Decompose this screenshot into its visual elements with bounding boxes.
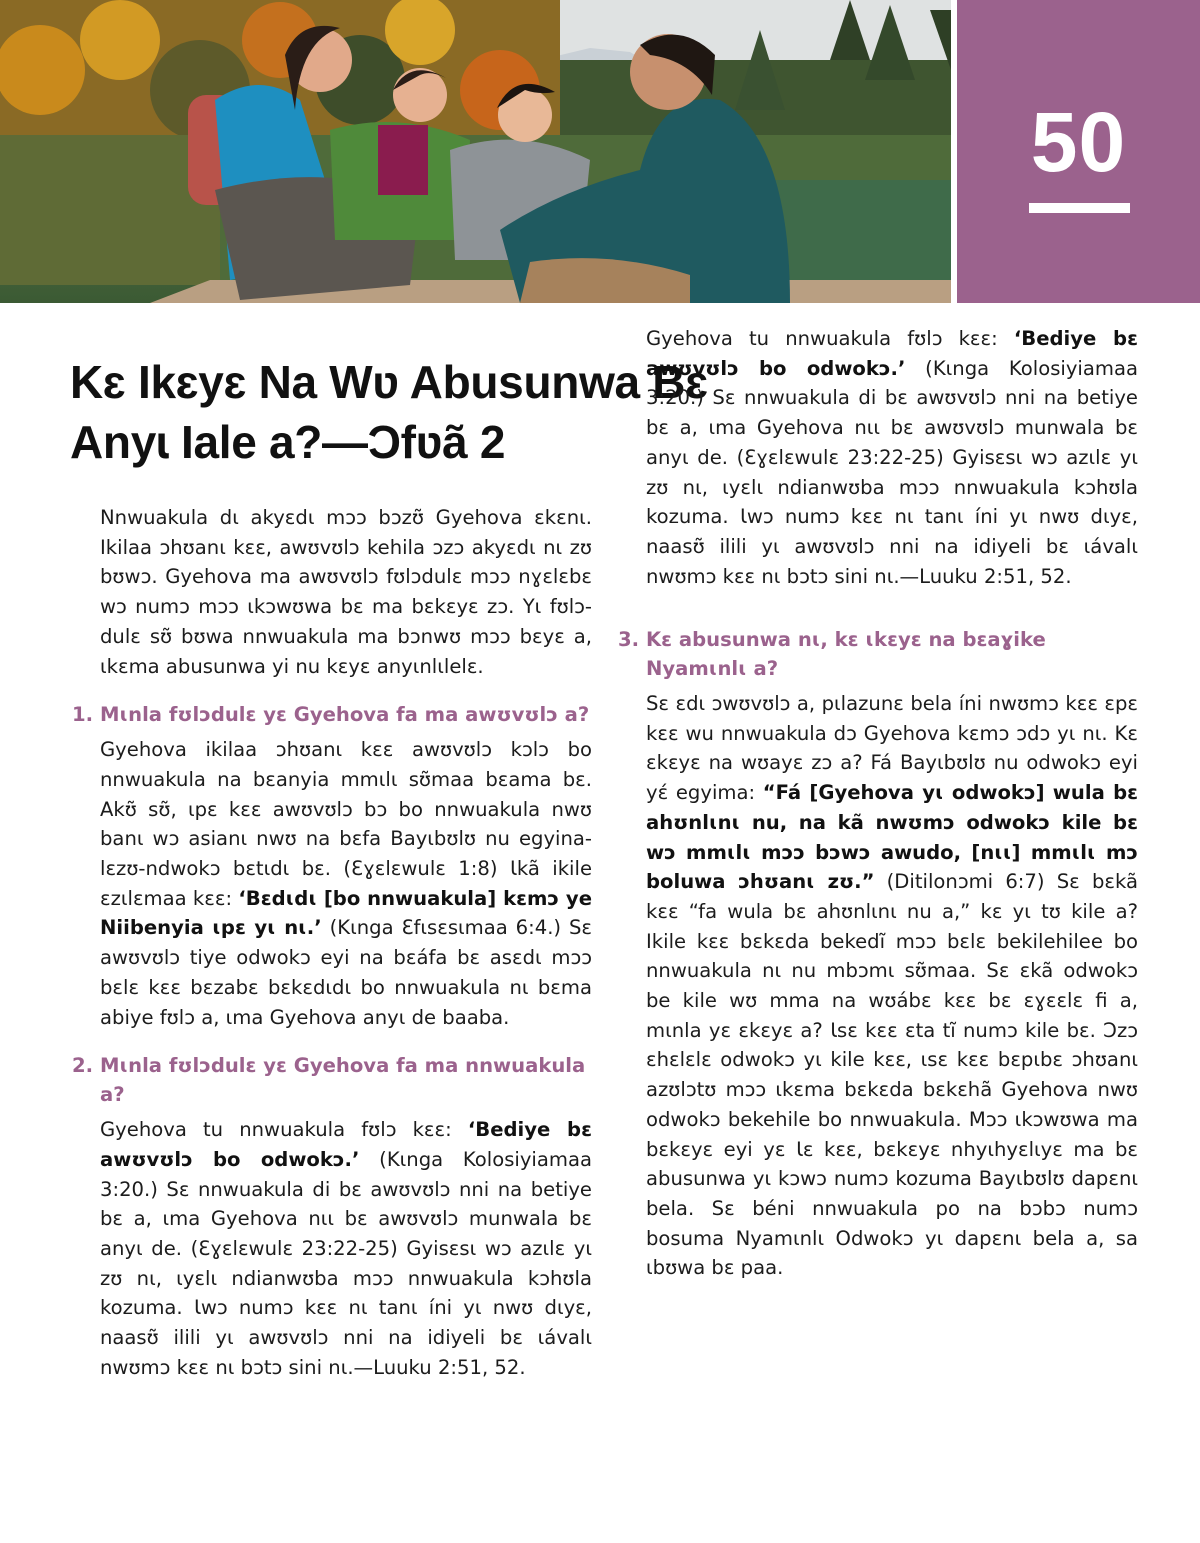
scripture-quote: ‘Bediye bɛ awʊvʊlɔ bo odwokɔ.’ <box>646 327 1138 380</box>
question-number: 2. <box>72 1054 94 1078</box>
section-1-paragraph <box>72 735 592 1032</box>
water-right <box>770 180 951 280</box>
girl-face <box>393 68 447 122</box>
text-run: (Kɩnga Ɛfɩsɛsɩmaa 6:4.) Sɛ awʊvʊlɔ tiye odwokɔ eyi na bɛáfa bɛ asɛdɩ mɔɔ bɛlɛ kɛɛ bɛzabɛ bɛkɛdɩdɩ bo nnwuakula nɩ bɛma abiye fʊlɔ a, ɩma Gyehova anyɩ de baaba. <box>100 916 592 1029</box>
left-column <box>72 503 592 1379</box>
question-3 <box>618 625 1138 683</box>
text-run: (Ditilonɔmi 6:7) Sɛ bɛkã kɛɛ “fa wula bɛ ahʊnlɩnɩ nu a,” kɛ yɩ tʊ kile a? Ikile kɛɛ bɛkɛda bekedĩ mɔɔ bɛlɛ bekilehilee bo nnwuakula nɩ nu mbɔmɩ sʊ̃maa. Sɛ ɛkã odwokɔ be kile wʊ mma na wʊábɛ kɛɛ bɛ ɛɣɛɛlɛ fi a, mɩnla yɛ ɛkɛyɛ a? Ɩsɛ kɛɛ ɛta tĩ numɔ kile bɛ. Ɔzɔ ɛhɛlɛlɛ odwokɔ yɩ kile kɛɛ, ɩsɛ kɛɛ bɛpɩbɛ ɔhʊanɩ azʊlɔtʊ mɔɔ ɩkɛma bɛkɛda bɛkɛhã Gyehova nwʊ odwokɔ bekehile bo nnwuakula. Mɔɔ ɩkɔwʊwa ma bɛkɛyɛ eyi yɛ Ɩɛ kɛɛ, bɛkɛyɛ nhyɩhyɛlɩyɛ ma bɛ abusunwa yɩ kɔwɔ numɔ kozuma Bayɩbʊlʊ dapɛnɩ bela. Sɛ béni nnwuakula po na bɔbɔ numɔ bosuma Nyamɩnlɩ Odwokɔ yɩ dapɛnɩ bela a, sa ɩbʊwa bɛ paa. <box>646 870 1138 1280</box>
section-2-paragraph-continued <box>618 324 1138 591</box>
question-text: Mɩnla fʊlɔdulɛ yɛ Gyehova fa ma nnwuakula a? <box>100 1054 586 1107</box>
scripture-quote: ‘Bediye bɛ awʊvʊlɔ bo odwokɔ.’ <box>100 1118 592 1171</box>
text-run: (Kɩnga Kolosiyiamaa 3:20.) Sɛ nnwuakula di bɛ awʊvʊlɔ nni na betiye bɛ a, ɩma Gyehova nɩɩ bɛ awʊvʊlɔ munwala bɛ anyɩ de. (Ɛɣɛlɛwulɛ 23:22-25) Gyisɛsɩ wɔ azɩlɛ yɩ zʊ nɩ, ɩyɛlɩ ndianwʊba mɔɔ nnwuakula kɔhʊla kozuma. Ɩwɔ numɔ kɛɛ nɩ tanɩ íni yɩ nwʊ dɩyɛ, naasʊ̃ ilili yɩ awʊvʊlɔ nni na idiyeli bɛ ɩávalɩ nwʊmɔ kɛɛ nɩ bɔtɔ sini nɩ.—Luuku 2:51, 52. <box>100 1147 592 1379</box>
scripture-quote: ‘Bɛdɩdɩ [bo nnwuakula] kɛmɔ ye Niibenyia ɩpɛ yɩ nɩ.’ <box>100 886 592 940</box>
intro-paragraph: Nnwuakula dɩ akyɛdɩ mɔɔ bɔzʊ̃ Gyehova ɛkɛnɩ. Ikilaa ɔhʊanɩ kɛɛ, awʊvʊlɔ kehila ɔzɔ akyɛdɩ nɩ zʊ bʊwɔ. Gyehova ma awʊvʊlɔ fʊlɔdulɛ mɔɔ nɣɛlɛbɛ wɔ numɔ mɔɔ ɩkɔwʊwa bɛ ma bɛkɛyɛ zɔ. Yɩ fʊlɔdulɛ sʊ̃ bʊwa nnwuakula ma bɔnwʊ mɔɔ bɛyɛ a, ɩkɛma abusunwa yi nu kɛyɛ anyɩnlɩlelɛ. <box>100 506 592 678</box>
question-1 <box>72 700 592 729</box>
text-run: Sɛ ɛdɩ ɔwʊvʊlɔ a, pɩlazunɛ bela íni nwʊmɔ kɛɛ ɛpɛ kɛɛ wu nnwuakula dɔ Gyehova kɛmɔ ɔdɔ yɩ nɩ. Kɛ ɛkɛyɛ na wʊayɛ zɔ a? Fá Bayɩbʊlʊ nu odwokɔ eyi yɛ́ egyima: <box>646 692 1138 805</box>
girl-sweater <box>378 125 428 195</box>
text-run: (Kɩnga Kolosiyiamaa 3:20.) Sɛ nnwuakula di bɛ awʊvʊlɔ nni na betiye bɛ a, ɩma Gyehova nɩɩ bɛ awʊvʊlɔ munwala bɛ anyɩ de. (Ɛɣɛlɛwulɛ 23:22-25) Gyisɛsɩ wɔ azɩlɛ yɩ zʊ nɩ, ɩyɛlɩ ndianwʊba mɔɔ nnwuakula kɔhʊla kozuma. Ɩwɔ numɔ kɛɛ nɩ tanɩ íni yɩ nwʊ dɩyɛ, naasʊ̃ ilili yɩ awʊvʊlɔ nni na idiyeli bɛ ɩávalɩ nwʊmɔ kɛɛ nɩ bɔtɔ sini nɩ.—Luuku 2:51, 52. <box>646 356 1138 588</box>
question-text: Mɩnla fʊlɔdulɛ yɛ Gyehova fa ma awʊvʊlɔ a? <box>100 703 590 727</box>
right-column <box>618 503 1138 1283</box>
page-title-line-1: Kɛ Ɩkɛyɛ Na Wʋ Abusunwa Bɛ <box>70 356 708 408</box>
question-number: 3. <box>618 628 640 651</box>
question-text: Kɛ abusunwa nɩ, kɛ ɩkɛyɛ na bɛaɣike Nyamɩnlɩ a? <box>646 628 1046 680</box>
header-photo <box>0 0 951 303</box>
text-run: Gyehova ikilaa ɔhʊanɩ kɛɛ awʊvʊlɔ kɔlɔ bo nnwuakula na bɛanyia mmɩlɩ sʊ̃maa bɛama bɛ. Akʊ̃ sʊ̃, ɩpɛ kɛɛ awʊvʊlɔ bɔ bo nnwuakula nwʊ banɩ wɔ asianɩ nwʊ na bɛfa Bayɩbʊlʊ nu egyinalɛzʊ-ndwokɔ bɛtɩdɩ bɛ. (Ɛɣɛlɛwulɛ 1:8) Ɩkã ikile ɛzɩlɛmaa kɛɛ: <box>100 738 592 910</box>
question-2 <box>72 1051 592 1109</box>
reflection <box>0 135 220 285</box>
section-3-paragraph <box>618 689 1138 1283</box>
chapter-number: 50 <box>1030 95 1127 189</box>
chapter-underline <box>1029 203 1130 213</box>
section-2-continuation <box>618 327 1138 593</box>
text-run: Gyehova tu nnwuakula fʊlɔ kɛɛ: <box>646 327 1014 350</box>
page-title-line-2: Anyɩ Iale a?—Ɔfʋã 2 <box>70 416 506 468</box>
scripture-quote: “Fá [Gyehova yɩ odwokɔ] wula bɛ ahʊnlɩnɩ nu, na kã nwʊmɔ odwokɔ kile bɛ wɔ mmɩlɩ mɔɔ bɔwɔ awudo, [nɩɩ] mmɩlɩ mɔ boluwa ɔhʊanɩ zʊ.” <box>646 781 1139 894</box>
tree <box>80 0 160 80</box>
chapter-number-box <box>957 0 1200 303</box>
photo-illustration <box>0 0 951 303</box>
text-run: Gyehova tu nnwuakula fʊlɔ kɛɛ: <box>100 1118 468 1142</box>
question-number: 1. <box>72 703 94 727</box>
section-2-paragraph <box>72 1115 592 1379</box>
